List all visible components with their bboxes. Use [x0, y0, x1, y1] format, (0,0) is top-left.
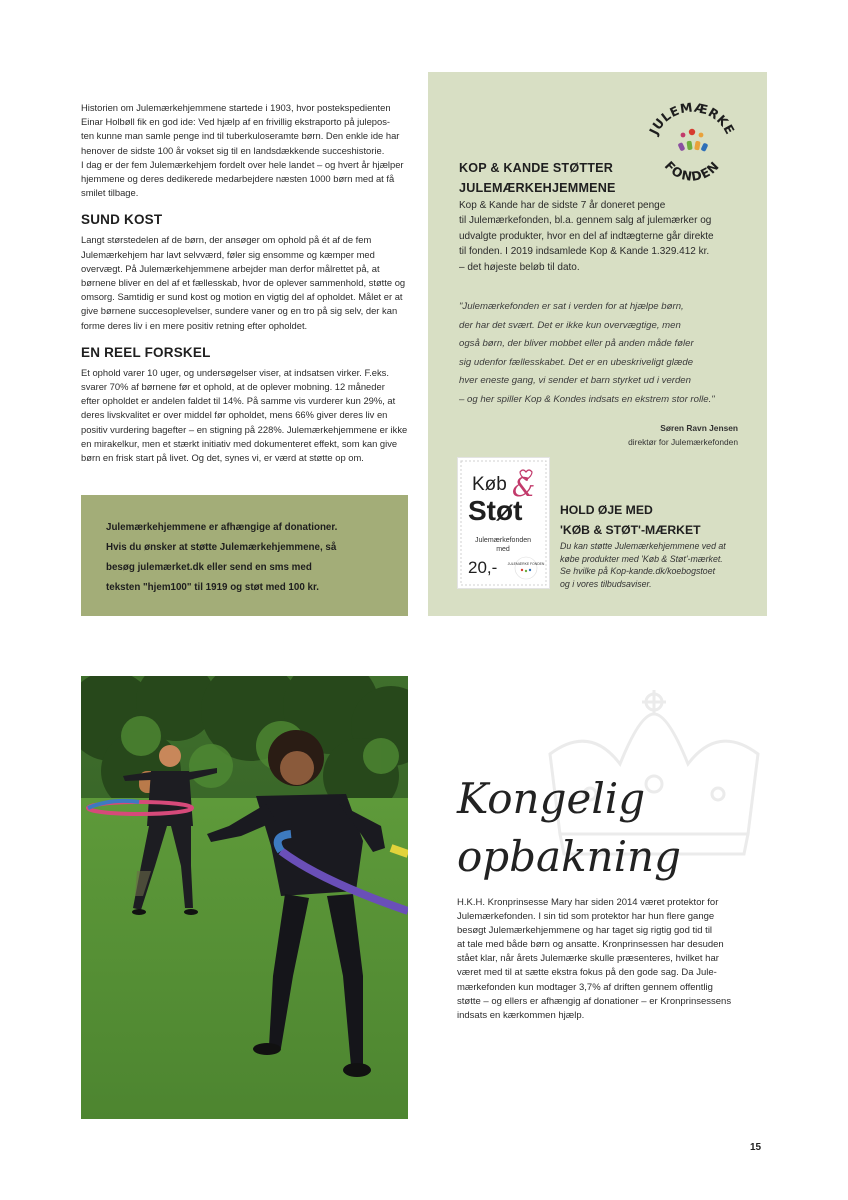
kongelig-body [457, 896, 740, 1023]
donation-line: besøg julemærket.dk eller send en sms med [106, 562, 312, 573]
sund-kost-heading: SUND KOST [81, 212, 163, 228]
kongelig-title-line: Kongelig [457, 774, 646, 823]
donation-text [106, 518, 386, 598]
reel-forskel-line: en mirakelkur, men et stærkt initiativ med dokumenteret effekt, som kan give [81, 437, 398, 449]
sund-kost-line: omsorg. Samtidig er sund kost og motion en vigtig del af opholdet. Målet er at [81, 291, 403, 303]
sund-kost-line: Julemærkehjem har lavt selvværd, føler sig ensomme og kæmper med [81, 248, 375, 260]
kongelig-line: stået klar, når årets Julemærke skulle præsenteres, hvilket har [457, 953, 719, 965]
intro-paragraph [81, 101, 408, 200]
page-number: 15 [750, 1142, 762, 1153]
logo-bottom-text: FONDEN [661, 157, 723, 184]
sund-kost-line: Langt størstedelen af de børn, der ansøger om ophold på ét af de fem [81, 234, 372, 246]
kongelig-line: indsats en kærkommen hjælp. [457, 1009, 585, 1021]
author-title: direktør for Julemærkefonden [628, 436, 738, 447]
sund-kost-line: give børnene succesoplevelser, sundere vaner og en tro på sig selv, der kan [81, 305, 398, 317]
sund-kost-line: overvægt. På Julemærkehjemmene arbejder man derfor målrettet på, at [81, 262, 380, 274]
hold-oje-line: Du kan støtte Julemærkehjemmene ved at [560, 541, 726, 551]
quote-author [560, 422, 738, 449]
author-name: Søren Ravn Jensen [660, 423, 738, 433]
kongelig-title [457, 770, 757, 886]
intro-line: hjemmene og deres dedikerede medarbejdere næsten 1000 børn med at få [81, 173, 395, 185]
sund-kost-line: forme deres liv i en mere positiv retning efter opholdet. [81, 319, 308, 331]
hold-oje-title-line: HOLD ØJE MED [560, 503, 653, 517]
hold-oje-body [560, 540, 750, 590]
reel-forskel-line: Et ophold varer 10 uger, og undersøgelser viser, at indsatsen virker. F.eks. [81, 366, 389, 378]
reel-forskel-line: børn en frisk start på livet. Og det, synes vi, er værd at støtte op om. [81, 452, 364, 464]
quote-line: hver eneste gang, vi sender et barn styrket ud i verden [459, 375, 691, 387]
intro-line: ten kunne man samle penge ind til tuberkuloseramte børn. Den enkle ide har [81, 130, 400, 142]
reel-forskel-heading: EN REEL FORSKEL [81, 344, 211, 360]
kongelig-line: støtte – og ellers er afhængig af donationer – er Kronprinsessens [457, 995, 732, 1007]
hold-oje-line: købe produkter med 'Køb & Støt'-mærket. [560, 553, 723, 564]
intro-line: I dag er der fem Julemærkehjem fordelt over hele landet – og hvert år hjælper [81, 158, 404, 170]
kop-kande-body-line: udvalgte produkter, hvor en del af indtægterne går direkte [459, 230, 714, 242]
kongelig-line: H.K.H. Kronprinsesse Mary har siden 2014 været protektor for [457, 897, 719, 908]
stamp-line1: Køb [472, 474, 507, 495]
kop-kande-body-line: til Julemærkefonden, bl.a. gennem salg af julemærker og [459, 215, 712, 227]
stamp-caption1: Julemærkefonden [474, 537, 532, 544]
kop-kande-title [459, 158, 679, 198]
donation-line: Julemærkehjemmene er afhængige af donationer. [106, 522, 338, 533]
kongelig-title-line: opbakning [457, 832, 681, 881]
sund-kost-line: børnene bliver en del af et fællesskab, hvor de oplever sammenhold, støtte og [81, 277, 406, 289]
kop-kande-body-line: Kop & Kande har de sidste 7 år doneret penge [459, 200, 666, 211]
kop-kande-body-line: – det højeste beløb til dato. [459, 261, 580, 273]
kop-kande-title-line: JULEMÆRKEHJEMMENE [459, 181, 616, 195]
donation-line: teksten "hjem100" til 1919 og støt med 100 kr. [106, 582, 319, 593]
logo-figures-icon [677, 129, 708, 152]
stamp-line2: Støt [468, 495, 523, 526]
hold-oje-line: og i vores tilbudsaviser. [560, 578, 652, 589]
kongelig-line: mærkefonden kun modtager 3,7% af driften gennem offentlig [457, 981, 713, 993]
kop-kande-body [459, 198, 744, 275]
reel-forskel-line: svarer 70% af børnene før et ophold, at de oplever mobning. 12 måneder [81, 381, 385, 393]
kongelig-line: besøgt Julemærkehjemmene og har taget sig rigtig god tid til [457, 925, 713, 937]
hold-oje-title [560, 500, 750, 540]
stamp-graphic [458, 458, 549, 588]
logo-arc-text: JULEMÆRKE [645, 99, 738, 137]
kob-og-stot-stamp [458, 458, 549, 588]
kongelig-line: Julemærkefonden. I sin tid som protektor har hun flere gange [457, 911, 715, 923]
stamp-ampersand: & [512, 473, 536, 503]
hold-oje-title-line: 'KØB & STØT'-MÆRKET [560, 523, 701, 537]
kop-kande-body-line: til fonden. I 2019 indsamlede Kop & Kande 1.329.412 kr. [459, 246, 710, 258]
quote-line: også børn, der bliver mobbet eller på anden måde føler [459, 338, 694, 350]
intro-line: smilet tilbage. [81, 187, 139, 199]
intro-line: henover de sidste 100 år vokset sig til en landsdækkende succeshistorie. [81, 144, 385, 156]
hula-hoop-photo [81, 676, 408, 1119]
kongelig-line: været med til at sætte ekstra fokus på den gode sag. Da Jule- [457, 967, 717, 979]
kop-kande-quote [459, 298, 744, 410]
quote-line: der har det svært. Det er ikke kun overvægtige, men [459, 319, 681, 331]
kop-kande-title-line: KOP & KANDE STØTTER [459, 161, 614, 175]
reel-forskel-line: efter opholdet er andelen faldet til 14%. På samme vis vurderer kun 29%, at [81, 395, 396, 407]
stamp-amount: 20,- [468, 558, 498, 577]
intro-line: Historien om Julemærkehjemmene startede i 1903, hvor postekspedienten [81, 102, 391, 113]
left-column [81, 101, 408, 465]
stamp-caption2: med [496, 546, 510, 553]
reel-forskel-paragraph [81, 366, 408, 465]
hold-oje-line: Se hvilke på Kop-kande.dk/koebogstoet [560, 566, 716, 577]
quote-line: sig udenfor fællesskabet. Det er en ubeskriveligt glæde [459, 356, 694, 368]
quote-line: "Julemærkefonden er sat i verden for at hjælpe børn, [459, 301, 684, 312]
reel-forskel-line: deres livskvalitet er over middel før opholdet, mens 66% giver deres liv en [81, 409, 388, 421]
sund-kost-paragraph [81, 233, 408, 332]
reel-forskel-line: positiv vurdering bagefter – en stigning på 228%. Julemærkehjemmene er ikke [81, 423, 408, 435]
quote-line: – og her spiller Kop & Kondes indsats en ekstrem stor rolle." [459, 393, 715, 405]
intro-line: Einar Holbøll fik en god ide: Ved hjælp af en frivillig ekstraporto på julepos- [81, 116, 391, 128]
kongelig-line: at tale med både børn og ansatte. Kronprinsessen har desuden [457, 939, 724, 951]
stamp-mini-logo: JULEMÆRKE FONDEN [507, 562, 545, 566]
donation-line: Hvis du ønsker at støtte Julemærkehjemmene, så [106, 542, 337, 553]
